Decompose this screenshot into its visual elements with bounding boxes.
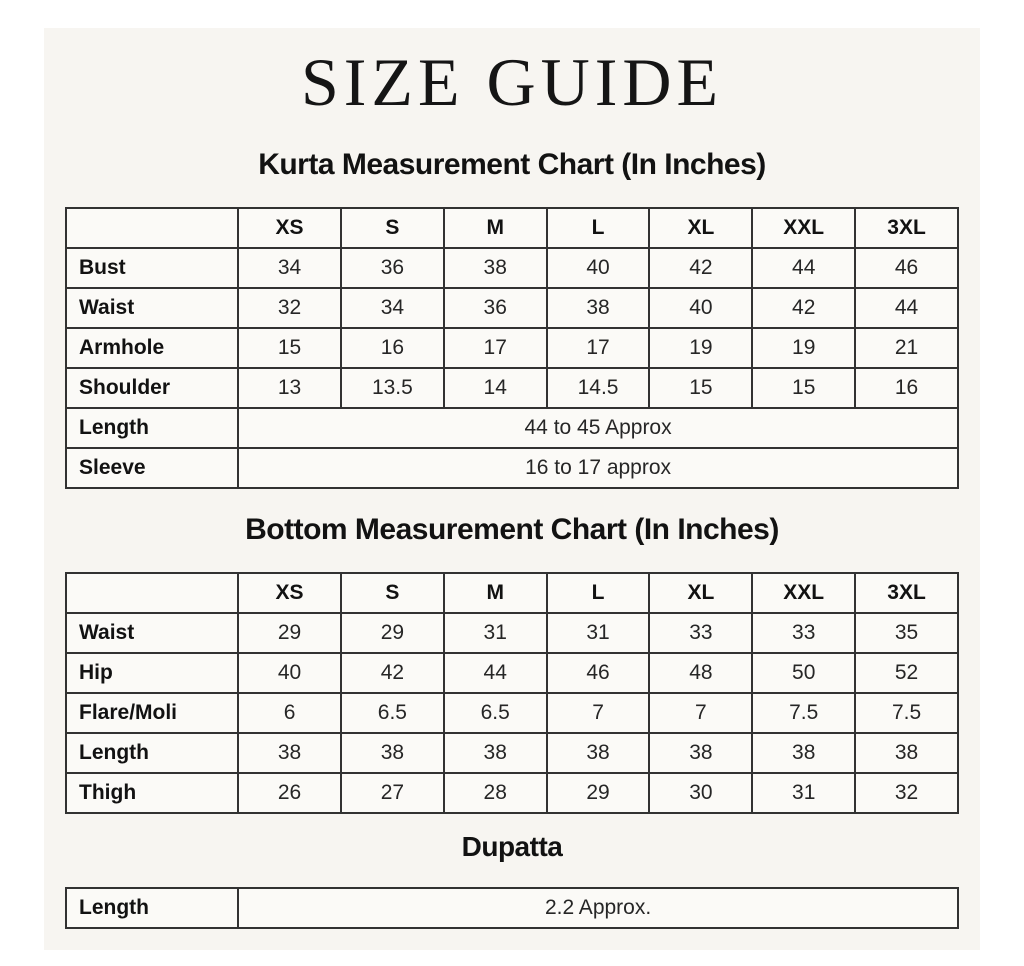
size-column-header: L: [547, 208, 650, 248]
table-row: [66, 733, 958, 773]
value-cell: 35: [855, 613, 958, 653]
value-cell: 14: [444, 368, 547, 408]
size-column-header: S: [341, 573, 444, 613]
value-cell: 48: [649, 653, 752, 693]
value-cell: 6: [238, 693, 341, 733]
size-guide-panel: [44, 28, 980, 950]
value-cell: 19: [752, 328, 855, 368]
value-cell: 46: [855, 248, 958, 288]
corner-cell: [66, 573, 238, 613]
span-value-cell: 16 to 17 approx: [238, 448, 958, 488]
size-column-header: XXL: [752, 573, 855, 613]
size-column-header: L: [547, 573, 650, 613]
value-cell: 30: [649, 773, 752, 813]
value-cell: 42: [752, 288, 855, 328]
value-cell: 46: [547, 653, 650, 693]
value-cell: 32: [855, 773, 958, 813]
value-cell: 38: [444, 733, 547, 773]
value-cell: 7: [547, 693, 650, 733]
value-cell: 36: [341, 248, 444, 288]
value-cell: 6.5: [444, 693, 547, 733]
value-cell: 52: [855, 653, 958, 693]
value-cell: 7.5: [855, 693, 958, 733]
row-label: Thigh: [66, 773, 238, 813]
row-label: Sleeve: [66, 448, 238, 488]
value-cell: 16: [855, 368, 958, 408]
value-cell: 7.5: [752, 693, 855, 733]
header-row: [66, 573, 958, 613]
value-cell: 32: [238, 288, 341, 328]
value-cell: 44: [855, 288, 958, 328]
value-cell: 31: [547, 613, 650, 653]
value-cell: 38: [341, 733, 444, 773]
value-cell: 19: [649, 328, 752, 368]
value-cell: 34: [238, 248, 341, 288]
value-cell: 42: [341, 653, 444, 693]
size-column-header: 3XL: [855, 573, 958, 613]
value-cell: 31: [752, 773, 855, 813]
table-row: [66, 288, 958, 328]
value-cell: 42: [649, 248, 752, 288]
value-cell: 21: [855, 328, 958, 368]
value-cell: 33: [752, 613, 855, 653]
table-row: [66, 448, 958, 488]
value-cell: 6.5: [341, 693, 444, 733]
dupatta-heading: Dupatta: [461, 830, 563, 862]
value-cell: 34: [341, 288, 444, 328]
page-title: SIZE GUIDE: [300, 44, 724, 120]
value-cell: 38: [444, 248, 547, 288]
row-label: Bust: [66, 248, 238, 288]
value-cell: 40: [547, 248, 650, 288]
value-cell: 38: [752, 733, 855, 773]
value-cell: 38: [855, 733, 958, 773]
row-label: Waist: [66, 613, 238, 653]
value-cell: 7: [649, 693, 752, 733]
value-cell: 31: [444, 613, 547, 653]
value-cell: 40: [649, 288, 752, 328]
table-row: [66, 328, 958, 368]
size-column-header: M: [444, 573, 547, 613]
span-value-cell: 44 to 45 Approx: [238, 408, 958, 448]
value-cell: 13: [238, 368, 341, 408]
value-cell: 38: [547, 733, 650, 773]
size-column-header: XXL: [752, 208, 855, 248]
value-cell: 15: [752, 368, 855, 408]
table-row: [66, 693, 958, 733]
bottom-measurement-table: [65, 572, 959, 814]
size-column-header: S: [341, 208, 444, 248]
row-label: Armhole: [66, 328, 238, 368]
row-label: Length: [66, 733, 238, 773]
value-cell: 15: [649, 368, 752, 408]
kurta-chart-heading: Kurta Measurement Chart (In Inches): [258, 148, 766, 181]
row-label: Hip: [66, 653, 238, 693]
value-cell: 27: [341, 773, 444, 813]
kurta-measurement-table: [65, 207, 959, 489]
table-row: [66, 408, 958, 448]
table-row: [66, 773, 958, 813]
value-cell: 40: [238, 653, 341, 693]
row-label: Length: [66, 888, 238, 928]
size-column-header: XS: [238, 573, 341, 613]
value-cell: 29: [547, 773, 650, 813]
row-label: Flare/Moli: [66, 693, 238, 733]
value-cell: 15: [238, 328, 341, 368]
span-value-cell: 2.2 Approx.: [238, 888, 958, 928]
value-cell: 50: [752, 653, 855, 693]
table-row: [66, 888, 958, 928]
table-row: [66, 248, 958, 288]
dupatta-table: [65, 887, 959, 929]
header-row: [66, 208, 958, 248]
bottom-chart-heading: Bottom Measurement Chart (In Inches): [245, 512, 779, 546]
corner-cell: [66, 208, 238, 248]
size-column-header: M: [444, 208, 547, 248]
value-cell: 17: [547, 328, 650, 368]
value-cell: 44: [444, 653, 547, 693]
row-label: Waist: [66, 288, 238, 328]
value-cell: 36: [444, 288, 547, 328]
table-row: [66, 653, 958, 693]
value-cell: 26: [238, 773, 341, 813]
value-cell: 13.5: [341, 368, 444, 408]
value-cell: 17: [444, 328, 547, 368]
size-column-header: XS: [238, 208, 341, 248]
size-column-header: 3XL: [855, 208, 958, 248]
value-cell: 29: [341, 613, 444, 653]
value-cell: 33: [649, 613, 752, 653]
value-cell: 29: [238, 613, 341, 653]
value-cell: 44: [752, 248, 855, 288]
size-column-header: XL: [649, 208, 752, 248]
table-row: [66, 368, 958, 408]
row-label: Length: [66, 408, 238, 448]
value-cell: 38: [547, 288, 650, 328]
value-cell: 38: [649, 733, 752, 773]
size-column-header: XL: [649, 573, 752, 613]
value-cell: 14.5: [547, 368, 650, 408]
value-cell: 28: [444, 773, 547, 813]
row-label: Shoulder: [66, 368, 238, 408]
value-cell: 38: [238, 733, 341, 773]
table-row: [66, 613, 958, 653]
value-cell: 16: [341, 328, 444, 368]
